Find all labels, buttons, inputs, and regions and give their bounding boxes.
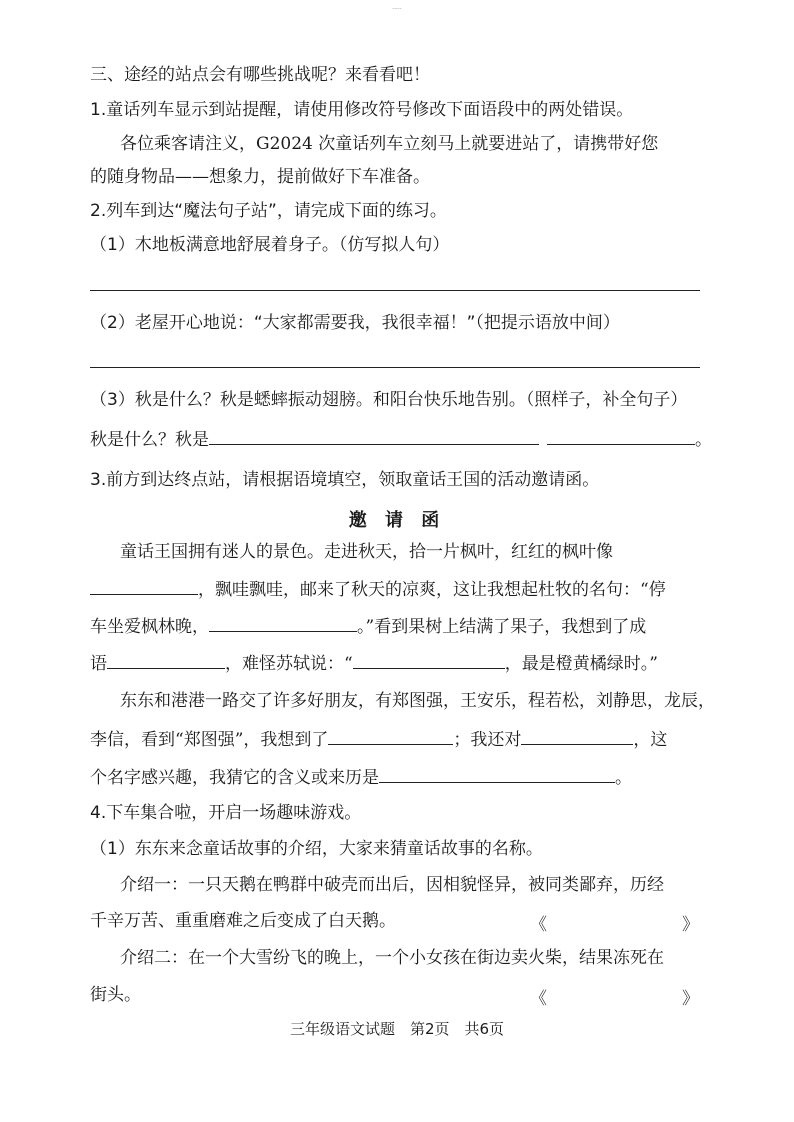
- question-2-prompt: 2.列车到达“魔法句子站”，请完成下面的练习。: [90, 201, 447, 221]
- page-footer: 三年级语文试题 第2页 共6页: [289, 1020, 505, 1038]
- letter-p1-line3: [90, 615, 646, 638]
- letter-p2-line3-b: 。: [615, 768, 632, 788]
- letter-title: 邀 请 函: [348, 510, 446, 531]
- question-1-prompt: 1.童话列车显示到站提醒，请使用修改符号修改下面语段中的两处错误。: [90, 100, 634, 120]
- intro1-answer-open[interactable]: 《: [530, 915, 547, 935]
- intro2-answer-open[interactable]: 《: [530, 989, 547, 1009]
- question-4-prompt: 4.下车集合啦，开启一场趣味游戏。: [90, 803, 362, 823]
- question-2-item3: （3）秋是什么？秋是蟋蟀振动翅膀。和阳台快乐地告别。（照样子，补全句子）: [90, 390, 688, 410]
- intro1-line2: 千辛万苦、重重磨难之后变成了白天鹅。: [90, 911, 396, 931]
- letter-p2-line2-a: 李信，看到“郑图强”，我想到了: [90, 730, 329, 750]
- blank-poem-line[interactable]: [209, 615, 357, 632]
- question-2-item2: （2）老屋开心地说：“大家都需要我，我很幸福！”（把提示语放中间）: [90, 313, 620, 333]
- question-4-item1: （1）东东来念童话故事的介绍，大家来猜童话故事的名称。: [90, 839, 543, 859]
- answer-blank-1[interactable]: [209, 428, 539, 445]
- section-heading: 三、途经的站点会有哪些挑战呢？来看看吧！: [90, 65, 430, 85]
- intro1-answer-close[interactable]: 》: [682, 915, 699, 935]
- blank-name-meaning[interactable]: [379, 766, 615, 783]
- blank-idiom[interactable]: [107, 652, 225, 669]
- letter-p1-line3-a: 车坐爱枫林晚，: [90, 617, 209, 637]
- letter-p1-line3-b: 。”看到果树上结满了果子，我想到了成: [357, 617, 647, 637]
- question-1-passage-line1: 各位乘客请注义，G2024 次童话列车立刻马上就要进站了，请携带好您: [120, 134, 659, 154]
- answer-prefix: 秋是什么？秋是: [90, 430, 209, 450]
- blank-su-shi-line[interactable]: [353, 652, 505, 669]
- answer-blank-2[interactable]: [547, 428, 695, 445]
- intro2-answer-close[interactable]: 》: [682, 989, 699, 1009]
- letter-p2-line2-b: ；我还对: [453, 730, 522, 750]
- letter-p1-line4: [90, 652, 658, 675]
- scan-top-mark: ·····: [392, 6, 402, 13]
- question-3-prompt: 3.前方到达终点站，请根据语境填空，领取童话王国的活动邀请函。: [90, 470, 600, 490]
- answer-end: 。: [695, 430, 712, 450]
- letter-p1-line4-a: 语: [90, 654, 107, 674]
- letter-p2-line3-a: 个名字感兴趣，我猜它的含义或来历是: [90, 768, 379, 788]
- question-1-passage-line2: 的随身物品——想象力，提前做好下车准备。: [90, 167, 430, 187]
- letter-p2-line1: 东东和港港一路交了许多好朋友，有郑图强，王安乐，程若松，刘静思，龙辰，: [120, 691, 715, 711]
- intro2-line1: 介绍二：在一个大雪纷飞的晚上，一个小女孩在街边卖火柴，结果冻死在: [120, 948, 664, 968]
- question-2-item1: （1）木地板满意地舒展着身子。（仿写拟人句）: [90, 235, 450, 255]
- blank-leaf-simile[interactable]: [90, 578, 198, 595]
- answer-line-q2-1[interactable]: [90, 290, 700, 291]
- letter-p2-line3: [90, 766, 632, 789]
- letter-p1-line1: 童话王国拥有迷人的景色。走进秋天，拾一片枫叶，红红的枫叶像: [120, 542, 613, 562]
- letter-p2-line2-c: ，这: [633, 730, 668, 750]
- letter-p1-line4-b: ，难怪苏轼说：“: [225, 654, 353, 674]
- letter-p1-line2-text: ，飘哇飘哇，邮来了秋天的凉爽，这让我想起杜牧的名句：“停: [198, 580, 666, 600]
- blank-name-association[interactable]: [328, 728, 453, 745]
- letter-p1-line4-c: ，最是橙黄橘绿时。”: [504, 654, 658, 674]
- question-2-item3-answer-row: [90, 428, 712, 451]
- letter-p1-line2: [90, 578, 666, 601]
- intro2-line2: 街头。: [90, 985, 141, 1005]
- letter-p2-line2: [90, 728, 667, 751]
- answer-line-q2-2[interactable]: [90, 367, 700, 368]
- blank-name-choice[interactable]: [521, 728, 633, 745]
- intro1-line1: 介绍一：一只天鹅在鸭群中破壳而出后，因相貌怪异，被同类鄙弃，历经: [120, 875, 664, 895]
